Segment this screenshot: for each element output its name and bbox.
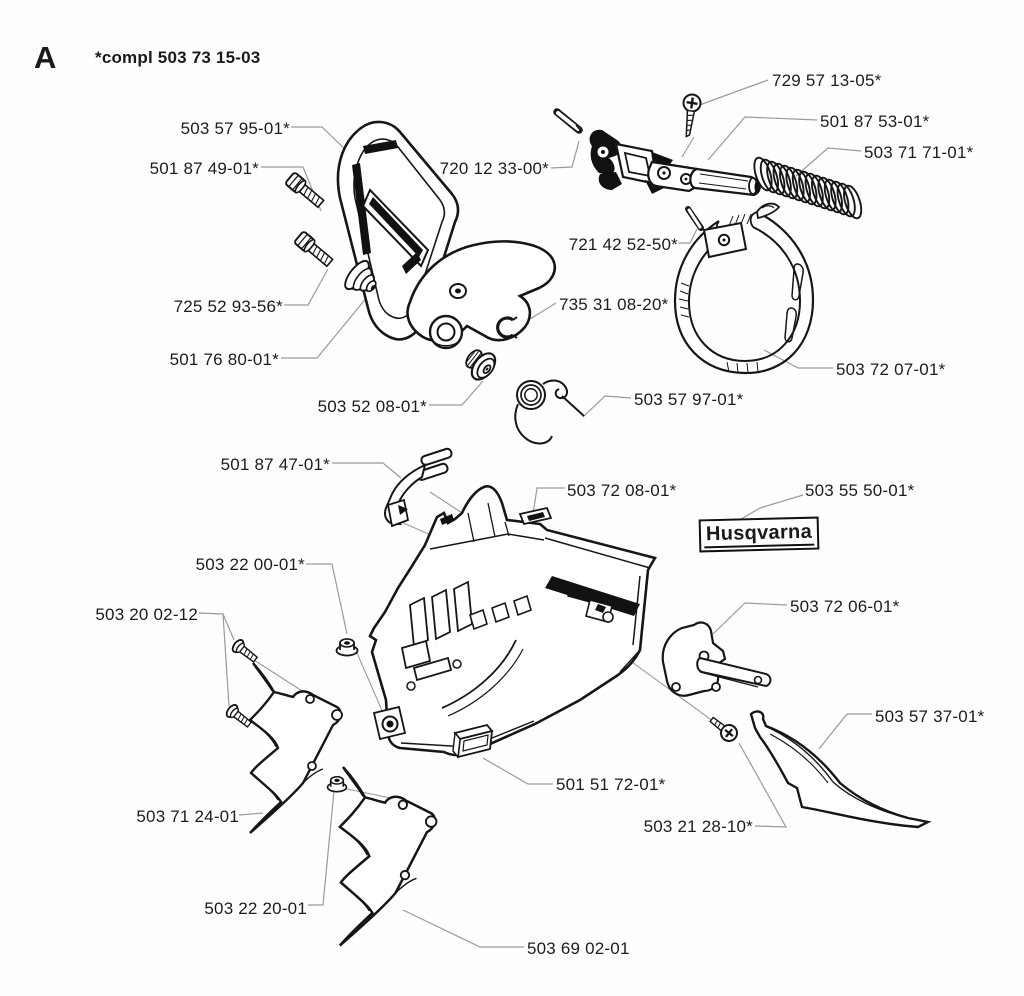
part-label-501-87-47-01: 501 87 47-01* (220, 455, 330, 474)
part-label-503-57-95-01: 503 57 95-01* (180, 119, 290, 138)
pin-720-drawing (557, 112, 581, 131)
part-label-501-51-72-01: 501 51 72-01* (556, 775, 666, 794)
screw-503-21-28-drawing (707, 713, 740, 744)
husqvarna-brand-plate (699, 517, 820, 553)
part-label-503-22-00-01: 503 22 00-01* (195, 555, 305, 574)
side-cover-drawing (751, 712, 928, 827)
nut-503-22-00-drawing (337, 639, 358, 656)
part-label-503-69-02-01: 503 69 02-01 (527, 939, 630, 958)
guide-plate-drawing (663, 623, 771, 696)
part-label-501-76-80-01: 501 76 80-01* (169, 350, 279, 369)
part-label-503-21-28-10: 503 21 28-10* (643, 817, 753, 836)
part-label-503-72-08-01: 503 72 08-01* (567, 481, 677, 500)
part-label-501-87-49-01: 501 87 49-01* (149, 159, 259, 178)
section-letter: A (34, 40, 57, 75)
screw-503-20-02-b-drawing (225, 703, 254, 730)
part-label-503-72-06-01: 503 72 06-01* (790, 597, 900, 616)
brand-plate-text: Husqvarna (704, 521, 815, 548)
bolt-725-52-93-drawing (294, 231, 335, 269)
part-label-503-71-71-01: 503 71 71-01* (864, 143, 974, 162)
pin-721-drawing (688, 209, 701, 228)
part-label-729-57-13-05: 729 57 13-05* (772, 71, 882, 90)
nut-503-22-20-drawing (328, 777, 347, 792)
part-label-720-12-33-00: 720 12 33-00* (439, 159, 549, 178)
knob-drawing (460, 343, 500, 384)
part-label-503-57-97-01: 503 57 97-01* (634, 390, 744, 409)
part-label-503-22-20-01: 503 22 20-01 (204, 899, 307, 918)
screw-729-drawing (679, 93, 702, 137)
part-label-503-52-08-01: 503 52 08-01* (317, 397, 427, 416)
part-label-503-57-37-01: 503 57 37-01* (875, 707, 985, 726)
part-label-725-52-93-56: 725 52 93-56* (173, 297, 283, 316)
spike-bumper-inner-drawing (250, 663, 342, 833)
torsion-spring-drawing (515, 381, 584, 444)
part-label-503-72-07-01: 503 72 07-01* (836, 360, 946, 379)
part-label-735-31-08-20: 735 31 08-20* (559, 295, 669, 314)
part-label-501-87-53-01: 501 87 53-01* (820, 112, 930, 131)
brake-band-drawing (675, 204, 813, 373)
brake-lever-assembly-drawing (590, 130, 760, 195)
bolt-501-87-49-drawing (285, 172, 326, 210)
part-label-503-55-50-01: 503 55 50-01* (805, 481, 915, 500)
part-label-503-20-02-12: 503 20 02-12 (95, 605, 198, 624)
assembly-number: *compl 503 73 15-03 (95, 48, 261, 67)
part-label-721-42-52-50: 721 42 52-50* (568, 235, 678, 254)
part-label-503-71-24-01: 503 71 24-01 (136, 807, 239, 826)
